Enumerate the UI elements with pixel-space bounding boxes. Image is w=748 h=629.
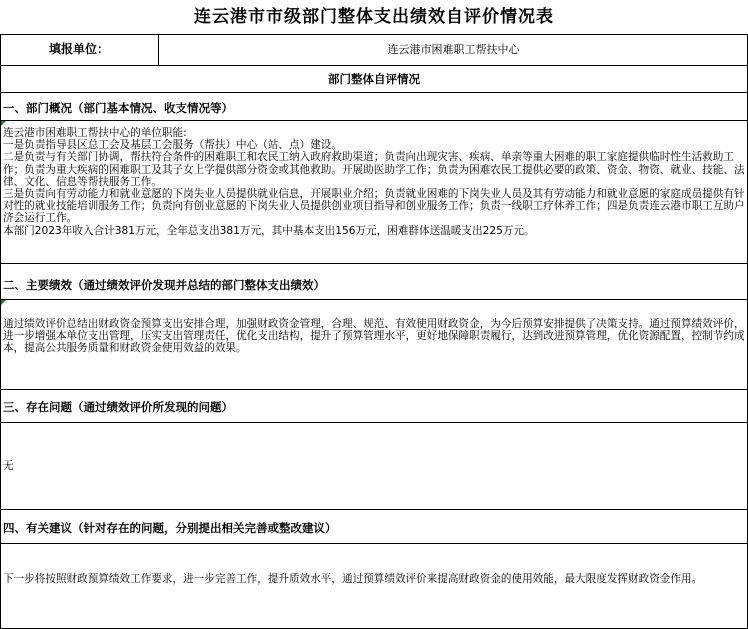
overview-paragraph: 二是负责与有关部门协调，帮扶符合条件的困难职工和农民工纳入政府救助渠道；负责向出现灾害、疾病、单亲等重大困难的职工家庭提供临时性生活救助工作；负责为重大疾病的困难职工及其子女上学提供部分资金或其他救助。开展助医助学工作；负责为困难农民工提供必要的政策、资金、物资、就业、技能、法律、文化、信息等帮扶服务工作。 [3, 151, 745, 188]
grid-line [0, 509, 748, 510]
suggestions-paragraph: 下一步将按照财政预算绩效工作要求，进一步完善工作，提升质效水平，通过预算绩效评价来提高财政资金的使用效能，最大限度发挥财政资金作用。 [3, 573, 703, 585]
page-title: 连云港市市级部门整体支出绩效自评价情况表 [194, 7, 554, 27]
section-body-performance[interactable] [3, 318, 745, 355]
fill-unit-value[interactable]: 连云港市困难职工帮扶中心 [387, 43, 520, 56]
section-heading-performance: 二、主要绩效（通过绩效评价发现并总结的部门整体支出绩效） [3, 278, 325, 292]
grid-line [0, 389, 748, 390]
fill-unit-label: 填报单位： [48, 42, 109, 56]
grid-line [0, 543, 748, 544]
section-heading-suggestions: 四、有关建议（针对存在的问题，分别提出相关完善或整改建议） [3, 521, 337, 535]
overview-paragraph: 三是负责向有劳动能力和就业意愿的下岗失业人员提供就业信息，开展职业介绍；负责就业困难的下岗失业人员及其有劳动能力和就业意愿的家庭成员提供有针对性的就业技能培训服务工作；负责向有创业意愿的下岗失业人员提供创业项目指导和创业服务工作；负责一线职工疗休养工作；四是负责连云港市职工互助户济会运行工作。 [3, 188, 745, 225]
comment-marker[interactable] [1, 300, 6, 305]
problems-paragraph: 无 [3, 460, 14, 472]
section-heading-overview: 一、部门概况（部门基本情况、收支情况等） [3, 101, 233, 115]
overview-paragraph: 本部门2023年收入合计381万元，全年总支出381万元，其中基本支出156万元，困难群体送温暖支出225万元。 [3, 224, 535, 237]
grid-line [0, 120, 748, 121]
grid-line [0, 92, 748, 93]
comment-marker[interactable] [1, 121, 6, 126]
overview-paragraph: 连云港市困难职工帮扶中心的单位职能: [3, 127, 187, 139]
grid-line [0, 422, 748, 423]
grid-line [0, 299, 748, 300]
section-body-problems[interactable] [3, 460, 745, 472]
section-heading-problems: 三、存在问题（通过绩效评价所发现的问题） [3, 400, 233, 414]
section-body-suggestions[interactable] [3, 573, 745, 585]
overview-paragraph: 一是负责指导县区总工会及基层工会服务（帮扶）中心（站、点）建设。 [3, 139, 342, 152]
grid-line [0, 263, 748, 264]
section-subheading: 部门整体自评情况 [328, 72, 420, 86]
performance-paragraph: 通过绩效评价总结出财政资金预算支出安排合理，加强财政资金管理，合理、规范、有效使用财政资金，为今后预算安排提供了决策支持。通过预算绩效评价，进一步增强本单位支出管理，压实支出管理责任，优化支出结构，提升了预算管理水平，更好地保障职责履行，达到改进预算管理，优化资源配置，控制节约成本，提高公共服务质量和财政资金使用效益的效果。 [3, 318, 745, 355]
section-body-overview[interactable] [3, 127, 745, 237]
